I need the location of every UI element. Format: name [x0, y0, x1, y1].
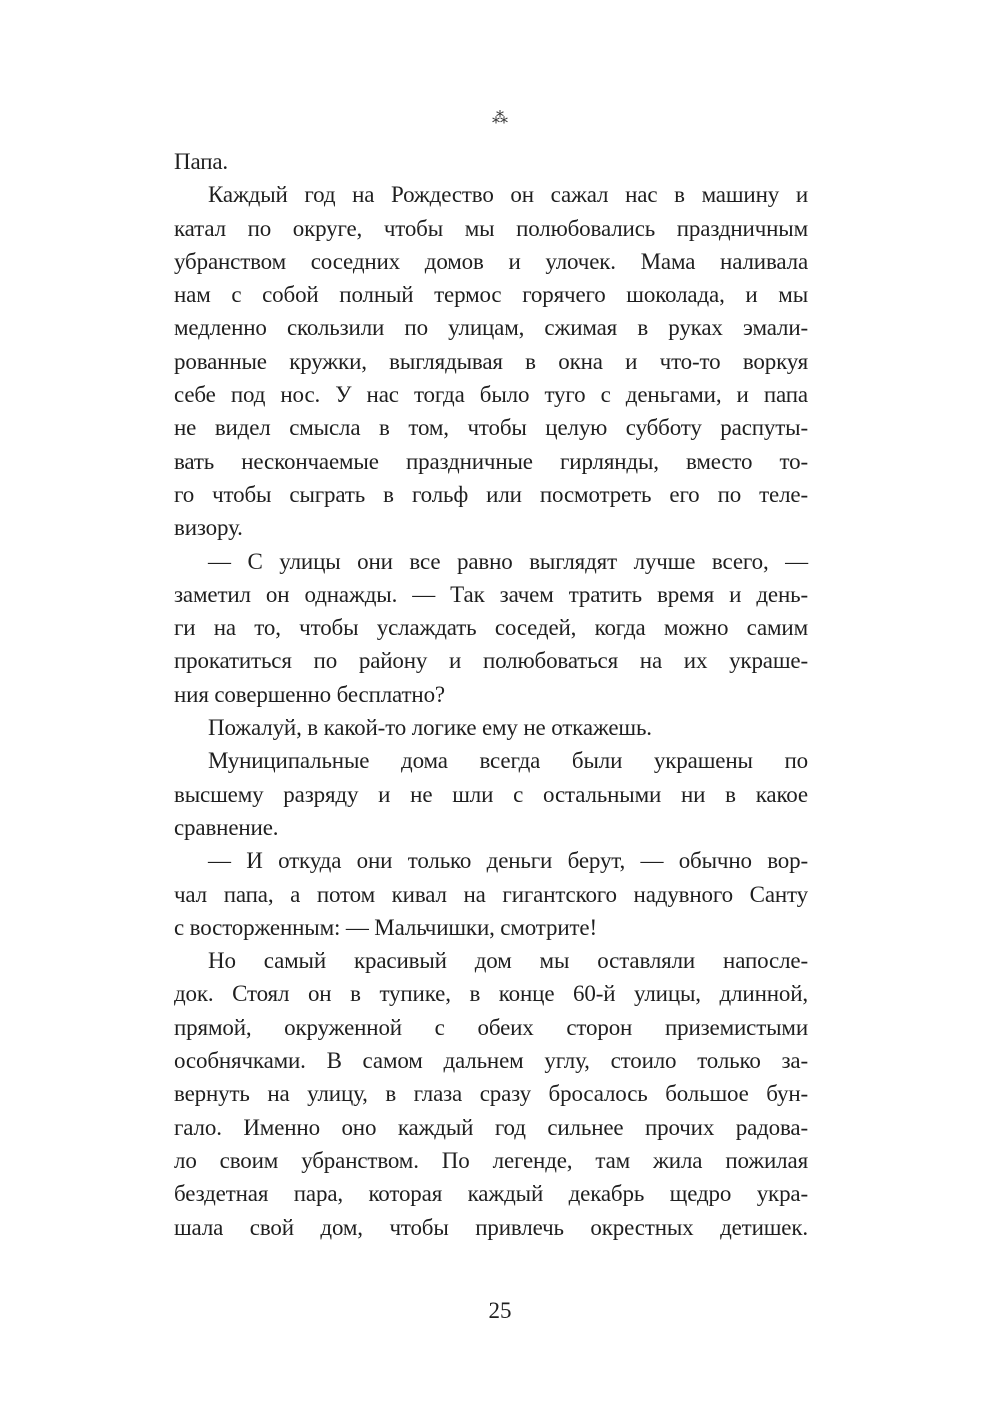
text-line: медленно скользили по улицам, сжимая в руках эмали-	[174, 315, 808, 341]
text-line: сравнение.	[174, 814, 279, 840]
text-line: прямой, окруженной с обеих сторон приземистыми	[174, 1014, 808, 1040]
text-line: Муниципальные дома всегда были украшены по	[208, 748, 808, 774]
text-line: ло своим убранством. По легенде, там жила пожилая	[174, 1147, 808, 1173]
text-line: визору.	[174, 515, 243, 541]
text-line: Каждый год на Рождество он сажал нас в машину и	[208, 182, 808, 208]
text-line: шала свой дом, чтобы привлечь окрестных детишек.	[174, 1214, 808, 1240]
section-ornament: ⁂	[492, 110, 508, 127]
text-line: особнячками. В самом дальнем углу, стоило только за-	[174, 1048, 808, 1074]
text-line: вернуть на улицу, в глаза сразу бросалось большое бун-	[174, 1081, 808, 1107]
text-line: ния совершенно бесплатно?	[174, 681, 445, 707]
text-line: док. Стоял он в тупике, в конце 60-й улицы, длинной,	[174, 981, 808, 1007]
text-line: рованные кружки, выглядывая в окна и что-то воркуя	[174, 348, 808, 374]
body-text	[174, 145, 808, 1244]
text-line: с восторженным: — Мальчишки, смотрите!	[174, 914, 597, 940]
page-number: 25	[488, 1298, 512, 1323]
text-line: — С улицы они все равно выглядят лучше всего, —	[208, 548, 808, 574]
text-line: ги на то, чтобы услаждать соседей, когда можно самим	[174, 615, 808, 641]
text-line: бездетная пара, которая каждый декабрь щедро укра-	[174, 1181, 808, 1207]
text-line: заметил он однажды. — Так зачем тратить время и день-	[174, 581, 808, 607]
text-line: Папа.	[174, 149, 229, 174]
text-line: Но самый красивый дом мы оставляли напосле-	[208, 948, 808, 974]
text-line: себе под нос. У нас тогда было туго с деньгами, и папа	[174, 382, 808, 408]
text-line: гало. Именно оно каждый год сильнее прочих радова-	[174, 1114, 808, 1140]
text-line: высшему разряду и не шли с остальными ни в какое	[174, 781, 808, 807]
text-line: убранством соседних домов и улочек. Мама наливала	[174, 248, 808, 274]
text-line: прокатиться по району и полюбоваться на их украше-	[174, 648, 808, 674]
text-line: катал по округе, чтобы мы полюбовались праздничным	[174, 215, 808, 241]
text-line: Пожалуй, в какой-то логике ему не откажешь.	[208, 715, 652, 741]
text-line: го чтобы сыграть в гольф или посмотреть его по теле-	[174, 481, 808, 507]
text-line: не видел смысла в том, чтобы целую субботу распуты-	[174, 415, 808, 441]
text-line: — И откуда они только деньги берут, — обычно вор-	[208, 848, 808, 874]
text-line: нам с собой полный термос горячего шоколада, и мы	[174, 282, 808, 308]
text-line: чал папа, а потом кивал на гигантского надувного Санту	[174, 881, 808, 907]
text-line: вать нескончаемые праздничные гирлянды, вместо то-	[174, 448, 808, 474]
